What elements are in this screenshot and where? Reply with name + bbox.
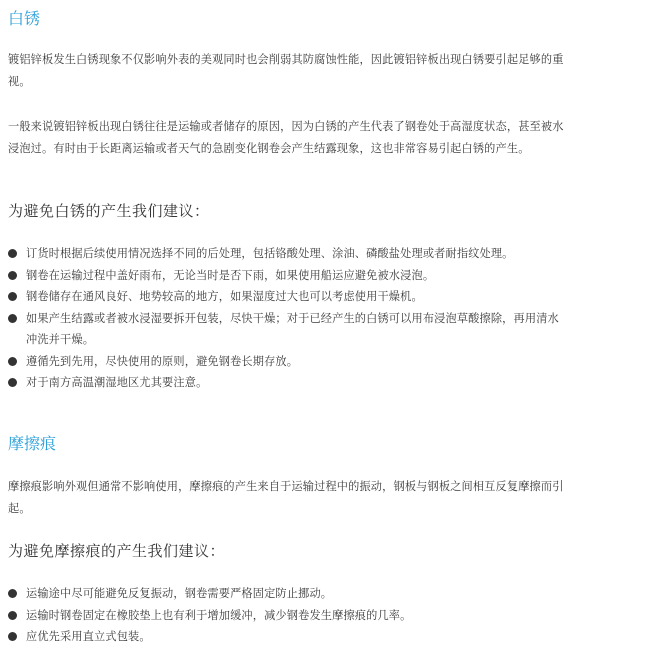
bullet-dot-icon: [8, 292, 17, 301]
bullet-dot-icon: [8, 249, 17, 258]
paragraph-white-rust-cause: 一般来说镀铝锌板出现白锈往往是运输或者储存的原因，因为白锈的产生代表了钢卷处于高湿度状态，甚至被水浸泡过。有时由于长距离运输或者天气的急剧变化钢卷会产生结露现象，这也非常容易引起白锈的产生。: [8, 120, 564, 155]
list-item: 应优先采用直立式包装。: [8, 626, 571, 648]
bullet-dot-icon: [8, 589, 17, 598]
bullet-dot-icon: [8, 314, 17, 323]
bullet-list-friction-marks: [8, 583, 608, 648]
section-title-friction-marks: 摩擦痕: [8, 434, 57, 453]
bullet-dot-icon: [8, 357, 17, 366]
paragraph-friction-marks-intro: 摩擦痕影响外观但通常不影响使用，摩擦痕的产生来自于运输过程中的振动，钢板与钢板之间相互反复摩擦而引起。: [8, 480, 564, 515]
list-item: 订货时根据后续使用情况选择不同的后处理，包括铬酸处理、涂油、磷酸盐处理或者耐指纹处理。: [8, 243, 571, 265]
list-item: 对于南方高温潮湿地区尤其要注意。: [8, 372, 571, 394]
list-item: 如果产生结露或者被水浸湿要拆开包装，尽快干燥；对于已经产生的白锈可以用布浸泡草酸擦除，再用清水冲洗并干燥。: [8, 308, 561, 351]
bullet-dot-icon: [8, 271, 17, 280]
list-item: 运输途中尽可能避免反复振动，钢卷需要严格固定防止挪动。: [8, 583, 571, 605]
bullet-dot-icon: [8, 378, 17, 387]
subtitle-friction-marks-advice: 为避免摩擦痕的产生我们建议：: [8, 542, 226, 560]
bullet-list-white-rust: [8, 243, 608, 394]
subtitle-white-rust-advice: 为避免白锈的产生我们建议：: [8, 202, 210, 220]
paragraph-white-rust-intro: 镀铝锌板发生白锈现象不仅影响外表的美观同时也会削弱其防腐蚀性能，因此镀铝锌板出现白锈要引起足够的重视。: [8, 53, 564, 88]
list-item: 钢卷在运输过程中盖好雨布，无论当时是否下雨，如果使用船运应避免被水浸泡。: [8, 265, 571, 287]
list-item: 运输时钢卷固定在橡胶垫上也有利于增加缓冲，减少钢卷发生摩擦痕的几率。: [8, 605, 571, 627]
bullet-dot-icon: [8, 611, 17, 620]
list-item: 钢卷储存在通风良好、地势较高的地方，如果湿度过大也可以考虑使用干燥机。: [8, 286, 571, 308]
bullet-dot-icon: [8, 632, 17, 641]
section-title-white-rust: 白锈: [8, 9, 41, 28]
list-item: 遵循先到先用，尽快使用的原则，避免钢卷长期存放。: [8, 351, 571, 373]
